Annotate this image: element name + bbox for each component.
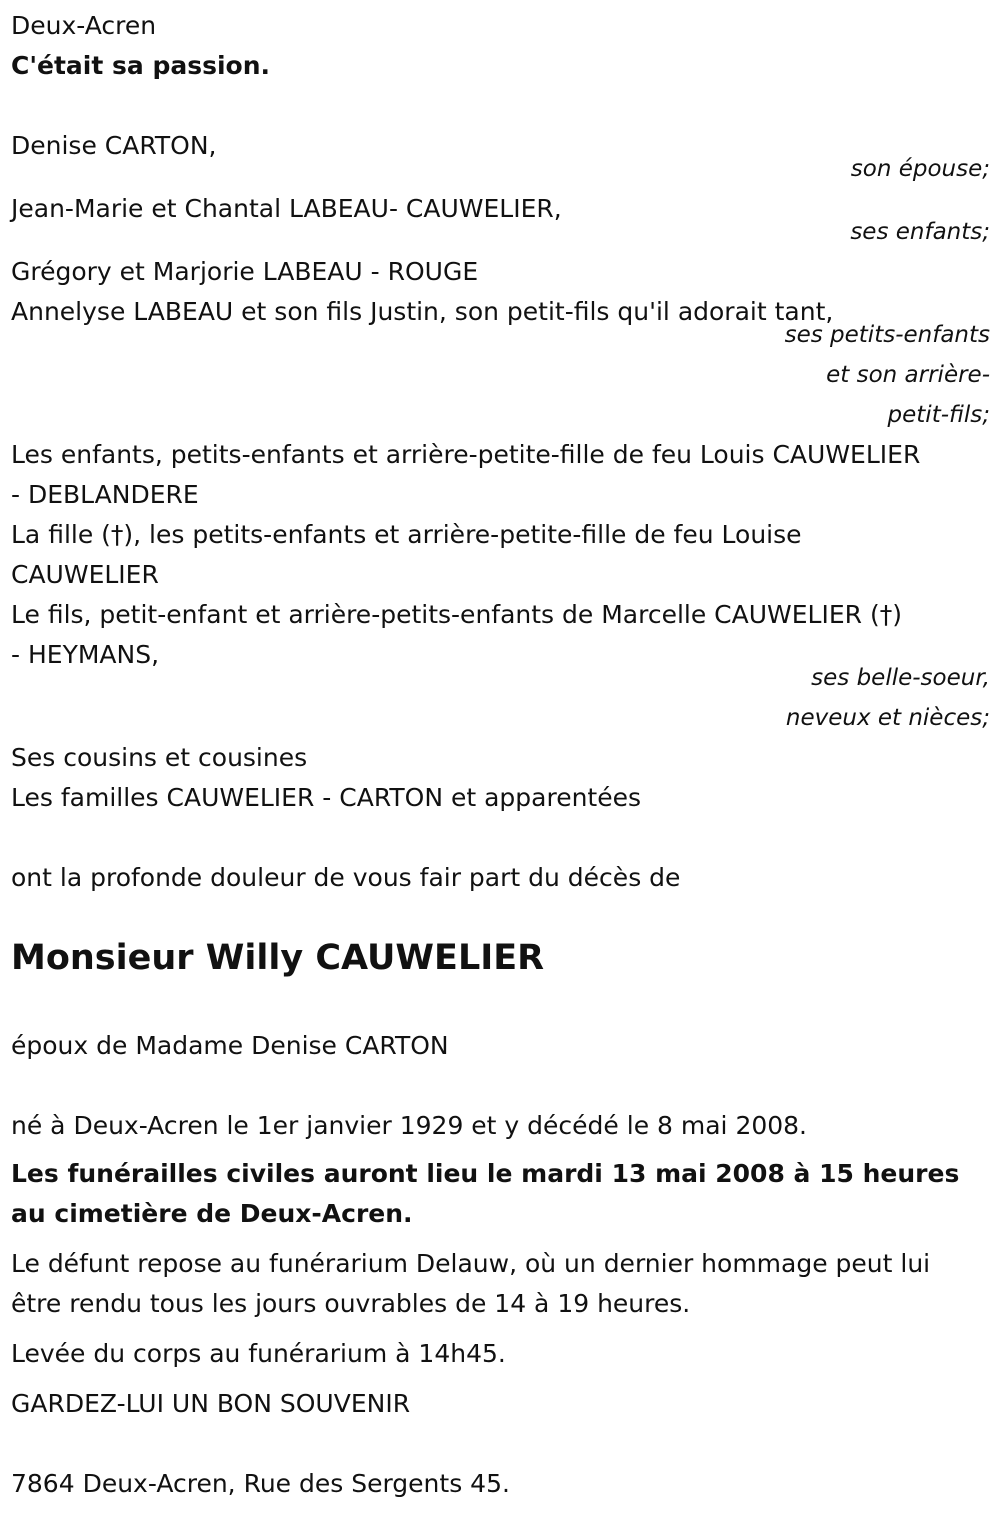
inlaws-relation-2: neveux et nièces; <box>785 705 990 731</box>
place-heading: Deux-Acren <box>11 11 157 40</box>
funeral-details: Les funérailles civiles auront lieu le mardi 13 mai 2008 à 15 heures au cimetière de Deux-Acren. <box>11 1159 960 1228</box>
grandchildren-relation-2: et son arrière- <box>826 362 990 388</box>
inlaws-line-2b: CAUWELIER <box>11 560 159 589</box>
address-line: 7864 Deux-Acren, Rue des Sergents 45. <box>11 1469 510 1498</box>
grandchildren-relation-1: ses petits-enfants <box>784 322 990 348</box>
inlaws-line-1a: Les enfants, petits-enfants et arrière-petite-fille de feu Louis CAUWELIER <box>11 440 921 469</box>
motto: C'était sa passion. <box>11 51 271 80</box>
spouse-relation: son épouse; <box>850 156 990 182</box>
inlaws-line-3b: - HEYMANS, <box>11 640 160 669</box>
announcement-intro: ont la profonde douleur de vous fair part du décès de <box>11 863 681 892</box>
levee-line: Levée du corps au funérarium à 14h45. <box>11 1339 506 1368</box>
repose-details: Le défunt repose au funérarium Delauw, où un dernier hommage peut lui être rendu tous les jours ouvrables de 14 à 19 heures. <box>11 1249 931 1318</box>
children-names: Jean-Marie et Chantal LABEAU- CAUWELIER, <box>11 194 562 223</box>
inlaws-line-2a: La fille (†), les petits-enfants et arrière-petite-fille de feu Louise <box>11 520 802 549</box>
birth-death-line: né à Deux-Acren le 1er janvier 1929 et y décédé le 8 mai 2008. <box>11 1111 808 1140</box>
families-line: Les familles CAUWELIER - CARTON et apparentées <box>11 783 642 812</box>
cousins-line: Ses cousins et cousines <box>11 743 308 772</box>
inlaws-line-1b: - DEBLANDERE <box>11 480 199 509</box>
spouse-of-line: époux de Madame Denise CARTON <box>11 1031 449 1060</box>
grandchildren-line-2: Annelyse LABEAU et son fils Justin, son petit-fils qu'il adorait tant, <box>11 297 834 326</box>
deceased-name: Monsieur Willy CAUWELIER <box>11 938 545 978</box>
grandchildren-line-1: Grégory et Marjorie LABEAU - ROUGE <box>11 257 479 286</box>
inlaws-relation-1: ses belle-soeur, <box>811 665 990 691</box>
children-relation: ses enfants; <box>850 219 990 245</box>
spouse-name: Denise CARTON, <box>11 131 217 160</box>
souvenir-line: GARDEZ-LUI UN BON SOUVENIR <box>11 1389 411 1418</box>
inlaws-line-3a: Le fils, petit-enfant et arrière-petits-enfants de Marcelle CAUWELIER (†) <box>11 600 902 629</box>
grandchildren-relation-3: petit-fils; <box>887 402 990 428</box>
